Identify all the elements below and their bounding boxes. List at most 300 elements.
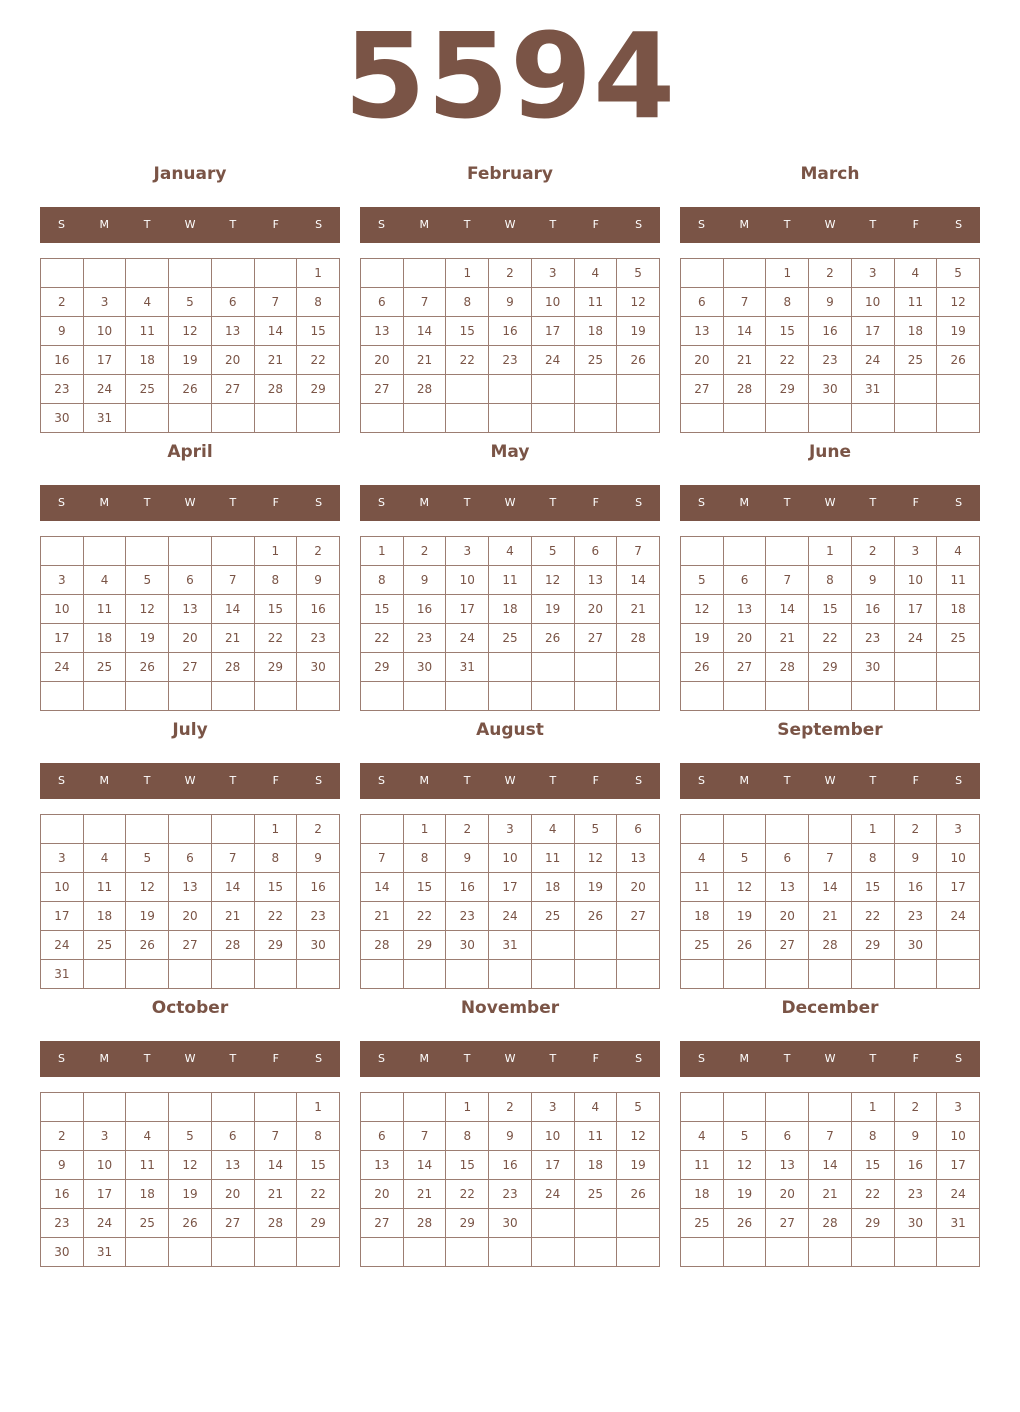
day-cell: 11 xyxy=(83,873,126,902)
empty-day-cell xyxy=(723,537,766,566)
day-cell: 12 xyxy=(169,317,212,346)
day-cell: 17 xyxy=(83,1180,126,1209)
empty-day-cell xyxy=(297,960,340,989)
day-cell: 6 xyxy=(361,288,404,317)
day-cell: 22 xyxy=(254,902,297,931)
empty-day-cell xyxy=(723,1093,766,1122)
day-cell: 20 xyxy=(766,902,809,931)
empty-day-cell xyxy=(126,960,169,989)
day-cell: 6 xyxy=(169,844,212,873)
empty-day-cell xyxy=(254,1093,297,1122)
day-cell: 6 xyxy=(617,815,660,844)
day-cell: 10 xyxy=(937,1122,980,1151)
day-cell: 10 xyxy=(894,566,937,595)
week-row xyxy=(681,960,980,989)
week-row xyxy=(41,1151,340,1180)
day-cell: 21 xyxy=(254,346,297,375)
day-grid xyxy=(680,536,980,711)
day-cell: 5 xyxy=(574,815,617,844)
day-cell: 12 xyxy=(681,595,724,624)
weekday-label: S xyxy=(315,218,323,231)
week-row xyxy=(41,346,340,375)
empty-day-cell xyxy=(809,1238,852,1267)
empty-day-cell xyxy=(169,815,212,844)
weekday-label: W xyxy=(184,218,196,231)
day-cell: 9 xyxy=(894,1122,937,1151)
week-row xyxy=(41,566,340,595)
week-row xyxy=(361,931,660,960)
weekday-label: W xyxy=(824,218,836,231)
day-cell: 30 xyxy=(809,375,852,404)
empty-day-cell xyxy=(617,404,660,433)
day-cell: 27 xyxy=(169,931,212,960)
empty-day-cell xyxy=(403,259,446,288)
empty-day-cell xyxy=(723,259,766,288)
day-cell: 7 xyxy=(617,537,660,566)
day-cell: 25 xyxy=(83,653,126,682)
empty-day-cell xyxy=(766,682,809,711)
empty-day-cell xyxy=(489,653,532,682)
day-cell: 27 xyxy=(169,653,212,682)
week-row xyxy=(361,902,660,931)
weekday-header xyxy=(680,485,980,521)
day-cell: 21 xyxy=(361,902,404,931)
day-cell: 30 xyxy=(403,653,446,682)
day-cell: 28 xyxy=(723,375,766,404)
day-cell: 24 xyxy=(83,375,126,404)
day-cell: 11 xyxy=(681,873,724,902)
weekday-header xyxy=(680,763,980,799)
day-cell: 14 xyxy=(723,317,766,346)
day-cell: 26 xyxy=(681,653,724,682)
empty-day-cell xyxy=(126,1093,169,1122)
empty-day-cell xyxy=(41,259,84,288)
empty-day-cell xyxy=(766,815,809,844)
day-cell: 2 xyxy=(894,815,937,844)
empty-day-cell xyxy=(83,682,126,711)
day-cell: 10 xyxy=(41,873,84,902)
day-cell: 8 xyxy=(446,1122,489,1151)
day-cell: 13 xyxy=(617,844,660,873)
month-name: August xyxy=(476,720,544,740)
day-cell: 7 xyxy=(211,844,254,873)
day-cell: 30 xyxy=(894,1209,937,1238)
empty-day-cell xyxy=(617,653,660,682)
month-name: May xyxy=(490,442,530,462)
empty-day-cell xyxy=(446,1238,489,1267)
week-row xyxy=(41,902,340,931)
empty-day-cell xyxy=(297,404,340,433)
empty-day-cell xyxy=(617,960,660,989)
day-cell: 23 xyxy=(297,624,340,653)
weekday-label: S xyxy=(377,1052,385,1065)
day-cell: 23 xyxy=(41,375,84,404)
week-row xyxy=(681,1209,980,1238)
weekday-label: S xyxy=(377,218,385,231)
day-grid xyxy=(360,814,660,989)
day-cell: 14 xyxy=(254,1151,297,1180)
day-cell: 28 xyxy=(403,1209,446,1238)
day-cell: 15 xyxy=(851,873,894,902)
weekday-header xyxy=(680,207,980,243)
day-cell: 1 xyxy=(254,537,297,566)
day-cell: 23 xyxy=(894,902,937,931)
day-cell: 28 xyxy=(403,375,446,404)
day-cell: 14 xyxy=(403,317,446,346)
day-cell: 12 xyxy=(723,873,766,902)
week-row xyxy=(361,1122,660,1151)
weekday-label: T xyxy=(783,1052,791,1065)
day-cell: 6 xyxy=(169,566,212,595)
day-cell: 2 xyxy=(403,537,446,566)
week-row xyxy=(361,1209,660,1238)
day-cell: 7 xyxy=(361,844,404,873)
day-cell: 22 xyxy=(851,1180,894,1209)
weekday-label: M xyxy=(99,496,110,509)
day-cell: 3 xyxy=(446,537,489,566)
day-cell: 3 xyxy=(489,815,532,844)
empty-day-cell xyxy=(169,537,212,566)
day-cell: 16 xyxy=(446,873,489,902)
weekday-label: S xyxy=(635,218,643,231)
day-cell: 19 xyxy=(531,595,574,624)
day-cell: 2 xyxy=(851,537,894,566)
day-cell: 20 xyxy=(723,624,766,653)
month-name: June xyxy=(808,442,852,462)
weekday-label: T xyxy=(869,1052,877,1065)
weekday-label: M xyxy=(419,496,430,509)
weekday-header xyxy=(360,1041,660,1077)
day-cell: 5 xyxy=(531,537,574,566)
weekday-label: F xyxy=(592,1052,599,1065)
day-cell: 25 xyxy=(574,346,617,375)
day-cell: 28 xyxy=(617,624,660,653)
weekday-label: W xyxy=(184,496,196,509)
weekday-label: T xyxy=(229,218,237,231)
day-cell: 12 xyxy=(126,873,169,902)
day-cell: 6 xyxy=(211,288,254,317)
day-cell: 29 xyxy=(361,653,404,682)
day-grid xyxy=(680,1092,980,1267)
weekday-label: T xyxy=(869,774,877,787)
day-cell: 14 xyxy=(809,1151,852,1180)
empty-day-cell xyxy=(894,682,937,711)
weekday-header xyxy=(360,763,660,799)
empty-day-cell xyxy=(851,682,894,711)
empty-day-cell xyxy=(211,960,254,989)
week-row xyxy=(361,624,660,653)
day-cell: 7 xyxy=(809,1122,852,1151)
day-cell: 11 xyxy=(937,566,980,595)
day-cell: 8 xyxy=(403,844,446,873)
week-row xyxy=(681,288,980,317)
empty-day-cell xyxy=(41,682,84,711)
week-row xyxy=(41,259,340,288)
day-cell: 26 xyxy=(531,624,574,653)
week-row xyxy=(681,1238,980,1267)
empty-day-cell xyxy=(446,682,489,711)
day-cell: 31 xyxy=(489,931,532,960)
day-cell: 18 xyxy=(681,902,724,931)
day-cell: 20 xyxy=(361,1180,404,1209)
weekday-label: W xyxy=(824,1052,836,1065)
day-cell: 22 xyxy=(809,624,852,653)
day-grid xyxy=(680,814,980,989)
day-cell: 15 xyxy=(361,595,404,624)
empty-day-cell xyxy=(809,682,852,711)
day-cell: 21 xyxy=(403,346,446,375)
day-cell: 31 xyxy=(446,653,489,682)
empty-day-cell xyxy=(126,1238,169,1267)
day-cell: 14 xyxy=(211,873,254,902)
day-cell: 20 xyxy=(681,346,724,375)
day-cell: 13 xyxy=(211,1151,254,1180)
day-cell: 14 xyxy=(254,317,297,346)
empty-day-cell xyxy=(211,537,254,566)
day-cell: 29 xyxy=(254,931,297,960)
empty-day-cell xyxy=(894,404,937,433)
empty-day-cell xyxy=(403,404,446,433)
empty-day-cell xyxy=(403,960,446,989)
empty-day-cell xyxy=(617,375,660,404)
weekday-label: W xyxy=(824,774,836,787)
day-cell: 5 xyxy=(723,1122,766,1151)
week-row xyxy=(41,960,340,989)
weekday-label: S xyxy=(955,1052,963,1065)
weekday-label: S xyxy=(57,218,65,231)
day-cell: 9 xyxy=(403,566,446,595)
day-cell: 3 xyxy=(41,566,84,595)
day-cell: 7 xyxy=(766,566,809,595)
weekday-label: S xyxy=(955,496,963,509)
empty-day-cell xyxy=(766,1093,809,1122)
day-cell: 12 xyxy=(617,1122,660,1151)
week-row xyxy=(41,844,340,873)
empty-day-cell xyxy=(169,960,212,989)
day-cell: 19 xyxy=(169,1180,212,1209)
day-cell: 7 xyxy=(254,288,297,317)
weekday-header xyxy=(40,207,340,243)
day-cell: 24 xyxy=(83,1209,126,1238)
day-cell: 3 xyxy=(531,1093,574,1122)
empty-day-cell xyxy=(361,259,404,288)
day-cell: 18 xyxy=(489,595,532,624)
day-cell: 16 xyxy=(403,595,446,624)
day-cell: 21 xyxy=(809,1180,852,1209)
weekday-label: F xyxy=(272,1052,279,1065)
empty-day-cell xyxy=(531,404,574,433)
day-cell: 4 xyxy=(83,566,126,595)
day-cell: 9 xyxy=(894,844,937,873)
empty-day-cell xyxy=(41,815,84,844)
weekday-label: S xyxy=(697,1052,705,1065)
day-cell: 3 xyxy=(937,815,980,844)
day-cell: 19 xyxy=(574,873,617,902)
weekday-label: S xyxy=(377,496,385,509)
empty-day-cell xyxy=(41,537,84,566)
week-row xyxy=(681,1151,980,1180)
day-cell: 8 xyxy=(297,1122,340,1151)
day-cell: 25 xyxy=(937,624,980,653)
week-row xyxy=(681,375,980,404)
empty-day-cell xyxy=(851,1238,894,1267)
day-cell: 25 xyxy=(126,375,169,404)
weekday-label: T xyxy=(463,218,471,231)
day-cell: 17 xyxy=(894,595,937,624)
day-cell: 17 xyxy=(83,346,126,375)
day-cell: 5 xyxy=(681,566,724,595)
day-cell: 16 xyxy=(297,595,340,624)
day-cell: 22 xyxy=(446,1180,489,1209)
week-row xyxy=(361,960,660,989)
day-cell: 15 xyxy=(446,1151,489,1180)
empty-day-cell xyxy=(489,375,532,404)
weekday-label: T xyxy=(143,218,151,231)
weekday-header xyxy=(680,1041,980,1077)
empty-day-cell xyxy=(937,960,980,989)
day-cell: 2 xyxy=(894,1093,937,1122)
empty-day-cell xyxy=(681,1093,724,1122)
empty-day-cell xyxy=(489,682,532,711)
weekday-label: F xyxy=(912,1052,919,1065)
day-cell: 27 xyxy=(617,902,660,931)
week-row xyxy=(361,595,660,624)
day-cell: 29 xyxy=(851,1209,894,1238)
day-cell: 26 xyxy=(169,375,212,404)
empty-day-cell xyxy=(809,960,852,989)
empty-day-cell xyxy=(809,1093,852,1122)
day-cell: 8 xyxy=(766,288,809,317)
empty-day-cell xyxy=(126,682,169,711)
day-cell: 1 xyxy=(403,815,446,844)
day-cell: 10 xyxy=(83,1151,126,1180)
day-cell: 28 xyxy=(211,653,254,682)
week-row xyxy=(41,1122,340,1151)
empty-day-cell xyxy=(681,682,724,711)
day-cell: 25 xyxy=(681,931,724,960)
day-cell: 6 xyxy=(574,537,617,566)
empty-day-cell xyxy=(766,960,809,989)
day-cell: 23 xyxy=(489,346,532,375)
week-row xyxy=(361,1238,660,1267)
week-row xyxy=(41,404,340,433)
day-cell: 20 xyxy=(211,346,254,375)
day-cell: 29 xyxy=(766,375,809,404)
day-cell: 14 xyxy=(809,873,852,902)
day-cell: 7 xyxy=(211,566,254,595)
day-cell: 13 xyxy=(723,595,766,624)
day-cell: 25 xyxy=(83,931,126,960)
weekday-label: S xyxy=(635,496,643,509)
weekday-header xyxy=(360,207,660,243)
empty-day-cell xyxy=(681,1238,724,1267)
empty-day-cell xyxy=(894,960,937,989)
month-june xyxy=(680,435,980,705)
day-cell: 21 xyxy=(211,624,254,653)
day-cell: 22 xyxy=(361,624,404,653)
week-row xyxy=(41,537,340,566)
day-cell: 8 xyxy=(809,566,852,595)
day-cell: 16 xyxy=(41,1180,84,1209)
day-cell: 23 xyxy=(894,1180,937,1209)
day-cell: 25 xyxy=(531,902,574,931)
weekday-label: W xyxy=(504,496,516,509)
day-cell: 15 xyxy=(446,317,489,346)
day-cell: 15 xyxy=(851,1151,894,1180)
day-cell: 25 xyxy=(681,1209,724,1238)
weekday-label: W xyxy=(504,774,516,787)
empty-day-cell xyxy=(254,682,297,711)
day-cell: 21 xyxy=(403,1180,446,1209)
day-cell: 8 xyxy=(851,1122,894,1151)
day-cell: 11 xyxy=(531,844,574,873)
day-cell: 20 xyxy=(617,873,660,902)
month-april xyxy=(40,435,340,705)
week-row xyxy=(41,624,340,653)
day-cell: 10 xyxy=(851,288,894,317)
day-cell: 18 xyxy=(894,317,937,346)
weekday-label: T xyxy=(463,774,471,787)
empty-day-cell xyxy=(531,1209,574,1238)
day-cell: 14 xyxy=(617,566,660,595)
empty-day-cell xyxy=(361,960,404,989)
empty-day-cell xyxy=(83,259,126,288)
day-cell: 10 xyxy=(531,288,574,317)
day-cell: 13 xyxy=(574,566,617,595)
day-cell: 1 xyxy=(446,1093,489,1122)
weekday-label: T xyxy=(549,774,557,787)
day-cell: 4 xyxy=(681,1122,724,1151)
empty-day-cell xyxy=(211,1238,254,1267)
weekday-label: S xyxy=(635,774,643,787)
day-cell: 14 xyxy=(403,1151,446,1180)
week-row xyxy=(681,902,980,931)
day-cell: 1 xyxy=(446,259,489,288)
weekday-label: T xyxy=(229,1052,237,1065)
empty-day-cell xyxy=(531,931,574,960)
weekday-label: W xyxy=(184,1052,196,1065)
empty-day-cell xyxy=(574,960,617,989)
empty-day-cell xyxy=(169,259,212,288)
day-cell: 16 xyxy=(41,346,84,375)
month-november xyxy=(360,991,660,1261)
weekday-label: M xyxy=(419,1052,430,1065)
empty-day-cell xyxy=(937,653,980,682)
day-cell: 5 xyxy=(723,844,766,873)
empty-day-cell xyxy=(723,1238,766,1267)
weekday-label: S xyxy=(57,1052,65,1065)
week-row xyxy=(681,653,980,682)
day-cell: 26 xyxy=(574,902,617,931)
empty-day-cell xyxy=(211,815,254,844)
weekday-label: T xyxy=(549,496,557,509)
day-cell: 5 xyxy=(937,259,980,288)
day-cell: 4 xyxy=(574,259,617,288)
day-cell: 28 xyxy=(809,1209,852,1238)
day-cell: 20 xyxy=(766,1180,809,1209)
day-cell: 5 xyxy=(617,259,660,288)
empty-day-cell xyxy=(254,404,297,433)
empty-day-cell xyxy=(169,1238,212,1267)
day-cell: 13 xyxy=(211,317,254,346)
day-cell: 26 xyxy=(169,1209,212,1238)
empty-day-cell xyxy=(894,653,937,682)
day-cell: 18 xyxy=(574,1151,617,1180)
day-cell: 16 xyxy=(297,873,340,902)
empty-day-cell xyxy=(403,1238,446,1267)
day-cell: 16 xyxy=(894,1151,937,1180)
empty-day-cell xyxy=(531,653,574,682)
